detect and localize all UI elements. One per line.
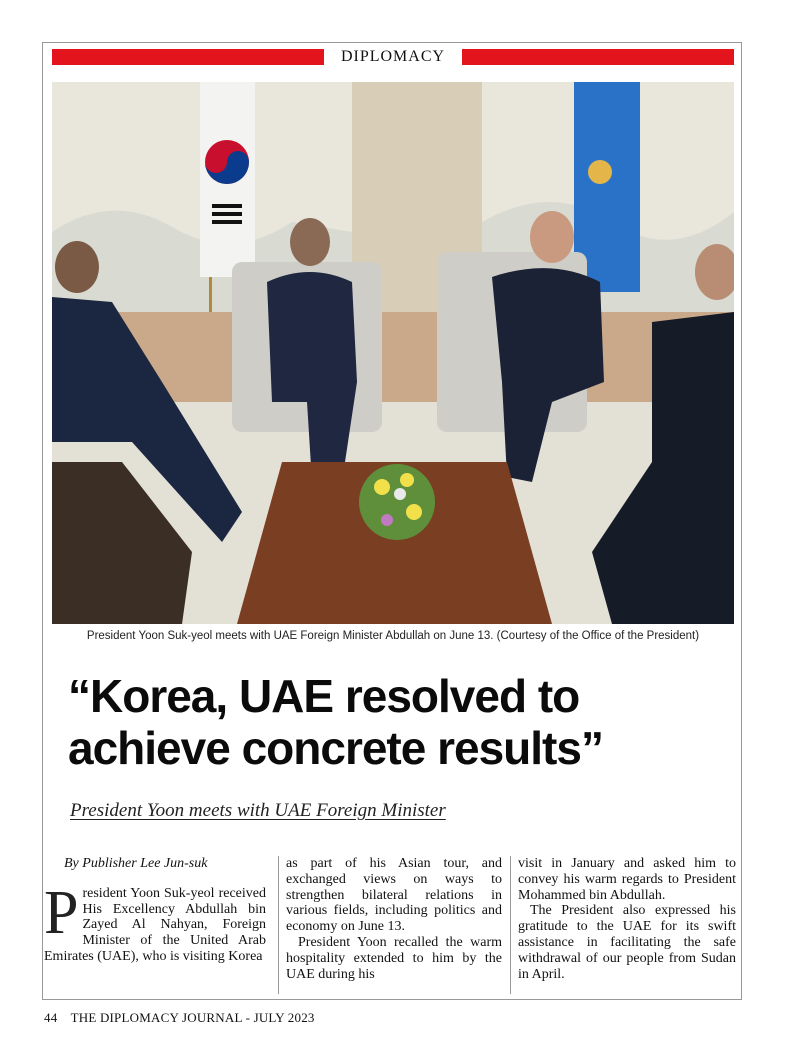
- page-number: 44: [44, 1010, 58, 1025]
- column-divider-1: [278, 856, 279, 994]
- column-3-paragraph-2: The President also expressed his gratitude to the UAE for its swift assistance in facilitating the safe withdrawal of our people from Sudan in April.: [518, 903, 736, 982]
- banner-bar-left: [52, 49, 324, 65]
- article-column-3: [518, 856, 736, 982]
- column-1-paragraph: [44, 878, 266, 965]
- publication-name: THE DIPLOMACY JOURNAL - JULY 2023: [70, 1010, 315, 1025]
- column-3-paragraph-1: visit in January and asked him to convey his warm regards to President Mohammed bin Abdullah.: [518, 856, 736, 903]
- article-photo: [52, 82, 734, 624]
- headline-line-2: achieve concrete results”: [68, 722, 603, 774]
- section-label: DIPLOMACY: [340, 48, 446, 65]
- column-2-paragraph-1: as part of his Asian tour, and exchanged views on ways to strengthen bilateral relations in various fields, including politics and economy on June 13.: [286, 856, 502, 935]
- column-1-text: resident Yoon Suk-yeol received His Excellency Abdullah bin Zayed Al Nahyan, Foreign Minister of the United Arab Emirates (UAE), who is visiting Korea: [44, 885, 266, 964]
- article-column-1: [44, 856, 266, 965]
- section-banner: [52, 48, 734, 66]
- page-footer: [44, 1010, 325, 1026]
- photo-caption: President Yoon Suk-yeol meets with UAE Foreign Minister Abdullah on June 13. (Courtesy of the Office of the President): [86, 630, 700, 642]
- column-2-paragraph-2: President Yoon recalled the warm hospitality extended to him by the UAE during his: [286, 934, 502, 982]
- headline: [68, 670, 728, 774]
- byline: By Publisher Lee Jun-suk: [64, 856, 208, 871]
- drop-cap: P: [44, 878, 79, 947]
- subheadline: President Yoon meets with UAE Foreign Minister: [70, 800, 446, 821]
- article-column-2: [286, 856, 502, 982]
- banner-bar-right: [462, 49, 734, 65]
- column-divider-2: [510, 856, 511, 994]
- headline-line-1: “Korea, UAE resolved to: [68, 670, 580, 722]
